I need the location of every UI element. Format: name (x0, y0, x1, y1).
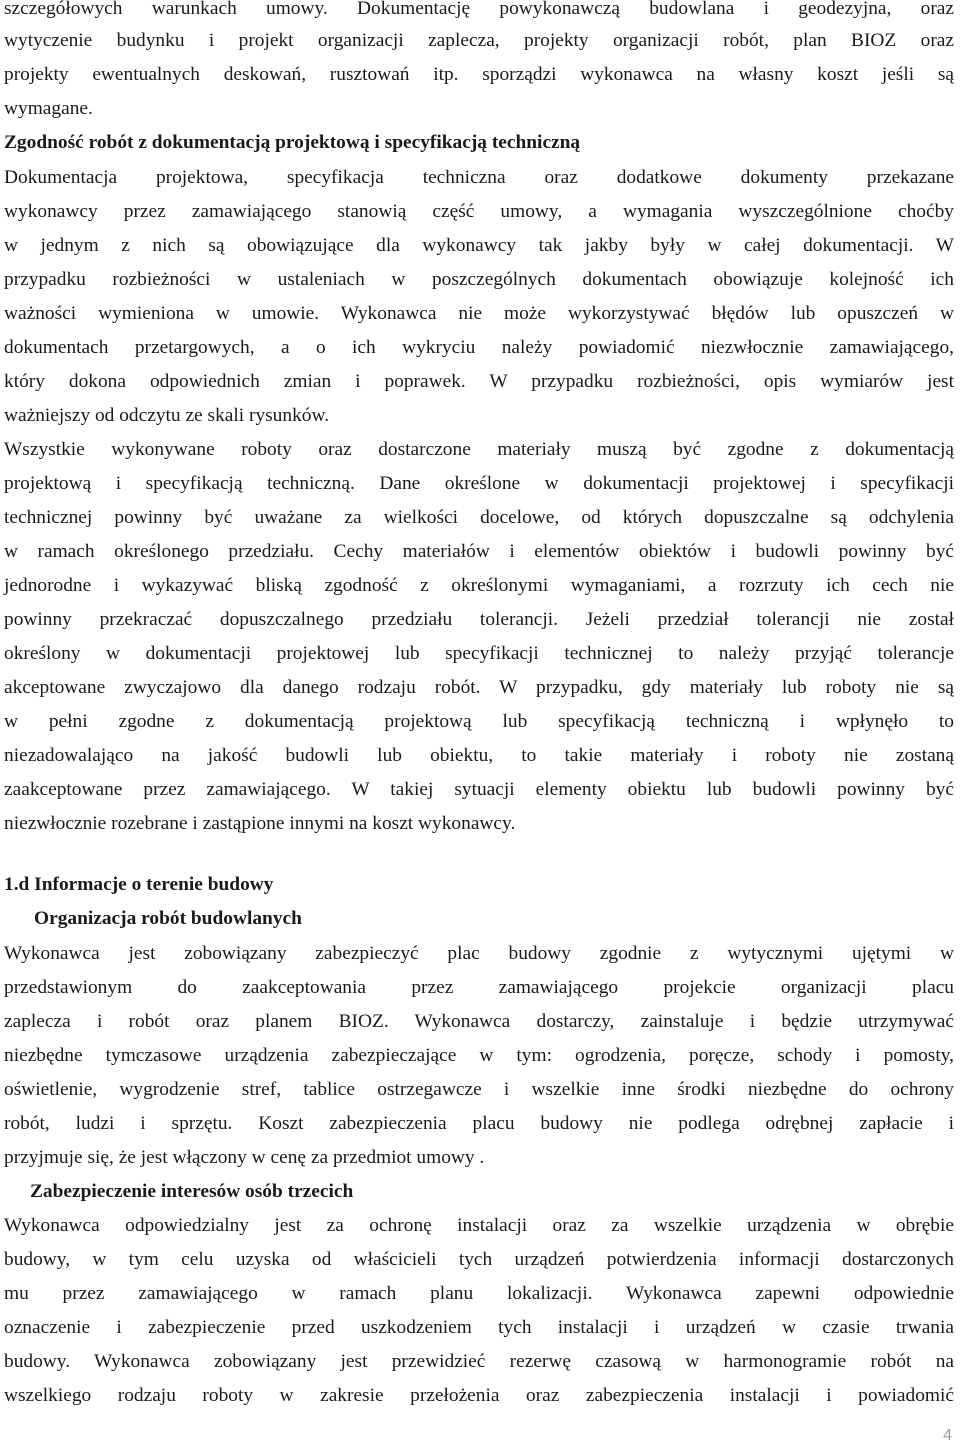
text-line: powinny przekraczać dopuszczalnego przedziału tolerancji. Jeżeli przedział tolerancji nie został (4, 609, 954, 630)
text-line: w ramach określonego przedziału. Cechy materiałów i elementów obiektów i budowli powinny być (4, 541, 954, 562)
text-line: budowy. Wykonawca zobowiązany jest przewidzieć rezerwę czasową w harmonogramie robót na (4, 1351, 954, 1372)
text-line: mu przez zamawiającego w ramach planu lokalizacji. Wykonawca zapewni odpowiednie (4, 1283, 954, 1304)
section-heading-1d: 1.d Informacje o terenie budowy (4, 874, 274, 895)
text-line: Dokumentacja projektowa, specyfikacja techniczna oraz dodatkowe dokumenty przekazane (4, 167, 954, 188)
text-line: wytyczenie budynku i projekt organizacji zaplecza, projekty organizacji robót, plan BIOZ oraz (4, 30, 954, 51)
text-line: przypadku rozbieżności w ustaleniach w poszczególnych dokumentach obowiązuje kolejność ich (4, 269, 954, 290)
text-line: określony w dokumentacji projektowej lub specyfikacji technicznej to należy przyjąć tolerancje (4, 643, 954, 664)
text-line: akceptowane zwyczajowo dla danego rodzaju robót. W przypadku, gdy materiały lub roboty nie są (4, 677, 954, 698)
text-line: niezwłocznie rozebrane i zastąpione innymi na koszt wykonawcy. (4, 813, 516, 834)
text-line: w jednym z nich są obowiązujące dla wykonawcy tak jakby były w całej dokumentacji. W (4, 235, 954, 256)
page-number: 4 (943, 1427, 952, 1444)
text-line: oświetlenie, wygrodzenie stref, tablice ostrzegawcze i wszelkie inne środki niezbędne do ochrony (4, 1079, 954, 1100)
text-line: wszelkiego rodzaju roboty w zakresie przełożenia oraz zabezpieczenia instalacji i powiadomić (4, 1385, 954, 1406)
text-line: budowy, w tym celu uzyska od właścicieli tych urządzeń potwierdzenia informacji dostarczonych (4, 1249, 954, 1270)
text-line: w pełni zgodne z dokumentacją projektową lub specyfikacją techniczną i wpłynęło to (4, 711, 954, 732)
text-line: dokumentach przetargowych, a o ich wykryciu należy powiadomić niezwłocznie zamawiającego, (4, 337, 954, 358)
text-line: projekty ewentualnych deskowań, rusztowań itp. sporządzi wykonawca na własny koszt jeśli są (4, 64, 954, 85)
text-line: robót, ludzi i sprzętu. Koszt zabezpieczenia placu budowy nie podlega odrębnej zapłacie i (4, 1113, 954, 1134)
text-line: Wykonawca odpowiedzialny jest za ochronę instalacji oraz za wszelkie urządzenia w obrębie (4, 1215, 954, 1236)
text-line: zaakceptowane przez zamawiającego. W takiej sytuacji elementy obiektu lub budowli powinny być (4, 779, 954, 800)
text-line: oznaczenie i zabezpieczenie przed uszkodzeniem tych instalacji i urządzeń w czasie trwania (4, 1317, 954, 1338)
text-line: szczegółowych warunkach umowy. Dokumentację powykonawczą budowlana i geodezyjna, oraz (4, 0, 954, 19)
text-line: jednorodne i wykazywać bliską zgodność z określonymi wymaganiami, a rozrzuty ich cech nie (4, 575, 954, 596)
text-line: Wykonawca jest zobowiązany zabezpieczyć plac budowy zgodnie z wytycznymi ujętymi w (4, 943, 954, 964)
text-line: zaplecza i robót oraz planem BIOZ. Wykonawca dostarczy, zainstaluje i będzie utrzymywać (4, 1011, 954, 1032)
subsection-heading: Zabezpieczenie interesów osób trzecich (30, 1181, 354, 1202)
text-line: wymagane. (4, 98, 93, 119)
text-line: projektową i specyfikacją techniczną. Dane określone w dokumentacji projektowej i specyfikacji (4, 473, 954, 494)
subsection-heading: Organizacja robót budowlanych (34, 908, 302, 929)
text-line: przyjmuje się, że jest włączony w cenę za przedmiot umowy . (4, 1147, 485, 1168)
section-heading: Zgodność robót z dokumentacją projektową i specyfikacją techniczną (4, 132, 581, 153)
text-line: ważności wymieniona w umowie. Wykonawca nie może wykorzystywać błędów lub opuszczeń w (4, 303, 954, 324)
text-line: technicznej powinny być uważane za wielkości docelowe, od których dopuszczalne są odchylenia (4, 507, 954, 528)
text-line: przedstawionym do zaakceptowania przez zamawiającego projekcie organizacji placu (4, 977, 954, 998)
text-line: Wszystkie wykonywane roboty oraz dostarczone materiały muszą być zgodne z dokumentacją (4, 439, 954, 460)
text-line: ważniejszy od odczytu ze skali rysunków. (4, 405, 330, 426)
text-line: który dokona odpowiednich zmian i poprawek. W przypadku rozbieżności, opis wymiarów jest (4, 371, 954, 392)
text-line: wykonawcy przez zamawiającego stanowią część umowy, a wymagania wyszczególnione choćby (4, 201, 954, 222)
text-line: niezadowalająco na jakość budowli lub obiektu, to takie materiały i roboty nie zostaną (4, 745, 954, 766)
text-line: niezbędne tymczasowe urządzenia zabezpieczające w tym: ogrodzenia, poręcze, schody i pomosty, (4, 1045, 954, 1066)
